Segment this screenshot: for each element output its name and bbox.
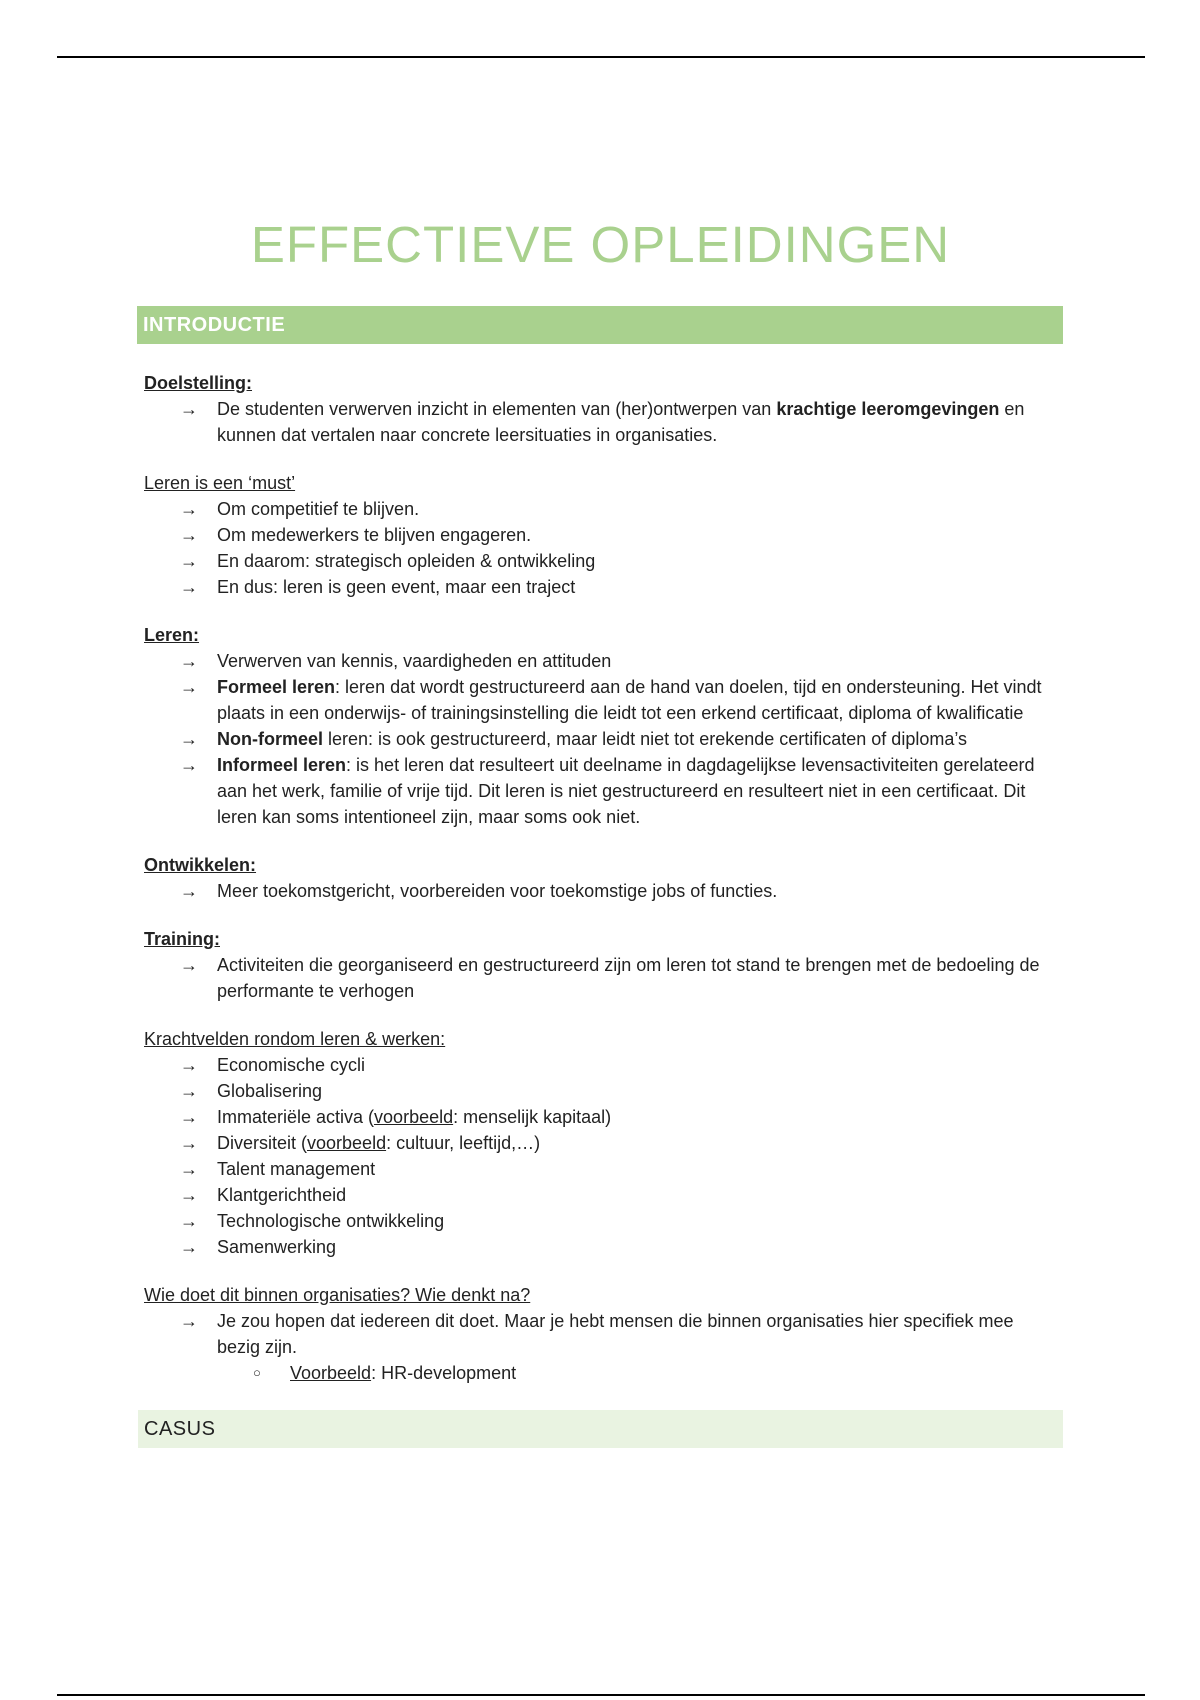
list-item: → Diversiteit (voorbeeld: cultuur, leeftijd,…) [138,1130,1063,1156]
arrow-icon: → [180,1081,198,1101]
section-doelstelling [138,370,1063,448]
arrow-icon: → [180,755,198,775]
list-item: → Om competitief te blijven. [138,496,1063,522]
heading-doelstelling: Doelstelling: [144,373,253,393]
list-krachtvelden [138,1052,1063,1260]
arrow-icon: → [180,577,198,597]
list-item: → Je zou hopen dat iedereen dit doet. Maar je hebt mensen die binnen organisaties hier specifiek mee bezig zijn. [138,1308,1063,1360]
list-item: → Activiteiten die georganiseerd en gestructureerd zijn om leren tot stand te brengen met de bedoeling de performante te verhogen [138,952,1063,1004]
list-ontwikkelen [138,878,1063,904]
arrow-icon: → [180,651,198,671]
arrow-icon: → [180,551,198,571]
list-item: → Klantgerichtheid [138,1182,1063,1208]
section-krachtvelden [138,1026,1063,1260]
bottom-rule [57,1694,1145,1696]
sublist-wie [138,1360,1063,1386]
list-must [138,496,1063,600]
list-item: → Meer toekomstgericht, voorbereiden voor toekomstige jobs of functies. [138,878,1063,904]
arrow-icon: → [180,677,198,697]
arrow-icon: → [180,1107,198,1127]
section-leren [138,622,1063,830]
heading-krachtvelden: Krachtvelden rondom leren & werken: [144,1029,446,1049]
arrow-icon: → [180,525,198,545]
list-wie [138,1308,1063,1360]
circle-bullet-icon: ○ [253,1365,261,1380]
list-leren [138,648,1063,830]
list-item: → Immateriële activa (voorbeeld: menselijk kapitaal) [138,1104,1063,1130]
arrow-icon: → [180,955,198,975]
arrow-icon: → [180,881,198,901]
list-item: → Talent management [138,1156,1063,1182]
list-item: → Technologische ontwikkeling [138,1208,1063,1234]
list-item: → En dus: leren is geen event, maar een traject [138,574,1063,600]
section-band-casus: CASUS [138,1410,1063,1448]
heading-ontwikkelen: Ontwikkelen: [144,855,257,875]
list-item: → Samenwerking [138,1234,1063,1260]
list-training [138,952,1063,1004]
arrow-icon: → [180,1211,198,1231]
arrow-icon: → [180,1055,198,1075]
list-item: → Informeel leren: is het leren dat resulteert uit deelname in dagdagelijkse levensactiviteiten gerelateerd aan het werk, familie of vrije tijd. Dit leren is niet gestructureerd en resulteert niet in een certificaat. Dit leren kan soms intentioneel zijn, maar soms ook niet. [138,752,1063,830]
list-item: → Non-formeel leren: is ook gestructureerd, maar leidt niet tot erekende certificaten of diploma’s [138,726,1063,752]
arrow-icon: → [180,1185,198,1205]
list-item: → Formeel leren: leren dat wordt gestructureerd aan de hand van doelen, tijd en ondersteuning. Het vindt plaats in een onderwijs- of trainingsinstelling die leidt tot een erkend certificaat, diploma of kwalificatie [138,674,1063,726]
sub-list-item: ○ Voorbeeld: HR-development [138,1360,1063,1386]
heading-wie: Wie doet dit binnen organisaties? Wie denkt na? [144,1285,531,1305]
section-training [138,926,1063,1004]
list-doelstelling [138,396,1063,448]
heading-leren: Leren: [144,625,200,645]
heading-training: Training: [144,929,220,949]
arrow-icon: → [180,1237,198,1257]
arrow-icon: → [180,399,198,419]
arrow-icon: → [180,729,198,749]
heading-must: Leren is een ‘must’ [144,473,296,493]
section-wie [138,1282,1063,1386]
document-title: EFFECTIEVE OPLEIDINGEN [250,216,951,273]
top-rule [57,56,1145,58]
section-band-introductie: INTRODUCTIE [137,306,1063,344]
arrow-icon: → [180,499,198,519]
list-item: → En daarom: strategisch opleiden & ontwikkeling [138,548,1063,574]
section-must [138,470,1063,600]
list-item: → Om medewerkers te blijven engageren. [138,522,1063,548]
list-item: → De studenten verwerven inzicht in elementen van (her)ontwerpen van krachtige leeromgevingen en kunnen dat vertalen naar concrete leersituaties in organisaties. [138,396,1063,448]
list-item: → Economische cycli [138,1052,1063,1078]
list-item: → Globalisering [138,1078,1063,1104]
arrow-icon: → [180,1133,198,1153]
section-ontwikkelen [138,852,1063,904]
arrow-icon: → [180,1311,198,1331]
document-body [138,215,1063,1448]
arrow-icon: → [180,1159,198,1179]
list-item: → Verwerven van kennis, vaardigheden en attituden [138,648,1063,674]
